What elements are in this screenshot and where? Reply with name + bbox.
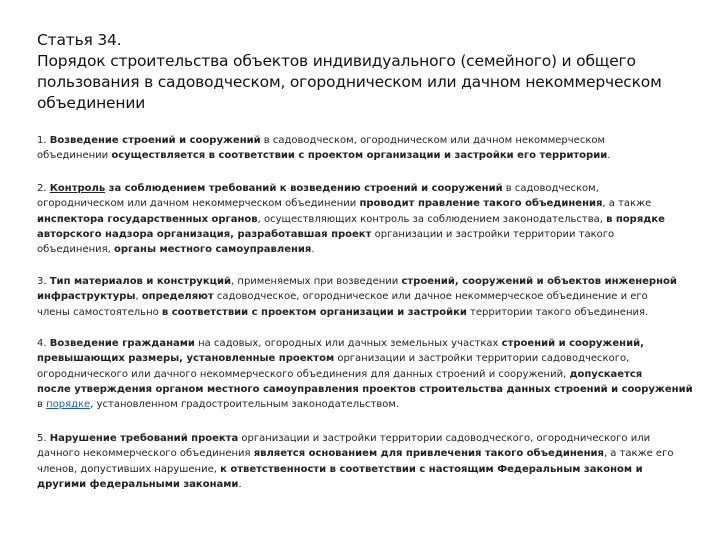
bold-run: инфраструктуры [37,291,136,303]
text-run: дачного некоммерческого объединения [37,448,254,460]
text-run: 2. [37,183,50,194]
text-run: организации и застройки территории садоводческого, огороднического или [238,433,651,444]
text-run: объединения, [37,244,115,256]
text-run: огороднического или дачного некоммерческого объединения для данных строений и сооружений, [37,368,570,380]
text-run: , [135,291,142,303]
text-run: объединении [37,150,112,162]
bold-run: Возведение гражданами [49,338,195,349]
paragraph-2 [37,181,693,257]
bold-run: строений, сооружений и объектов инженерной [401,276,677,287]
bold-run: органы местного самоуправления [114,244,312,256]
article-title-line-3: объединении [37,94,146,112]
paragraph-3 [37,274,693,320]
text-run: , а также [602,198,652,210]
text-run: огородническом или дачном некоммерческом объединении [37,198,360,210]
bold-run: другими федеральными законами [37,478,239,490]
article-heading [37,30,697,114]
text-run: членов, допустивших нарушение, [37,463,221,475]
text-run: территории такого объединения. [466,306,649,318]
article-number: Статья 34. [37,31,122,49]
text-run: . [238,478,242,490]
bold-run: проводит правление такого объединения [359,198,603,210]
bold-run: к ответственности в соответствии с настоящим Федеральным законом и [220,463,643,475]
text-run: . [311,244,315,256]
text-run: , применяемых при возведении [231,276,402,287]
text-run: . [607,150,611,162]
paragraph-5 [37,431,693,492]
text-run: в садоводческом, огородническом или дачном некоммерческом [260,135,606,146]
link-poryadok[interactable]: порядке [46,399,91,411]
text-run: , а также его [603,448,674,460]
bold-run: превышающих размеры, установленные проектом [37,353,335,365]
text-run: в [37,399,47,411]
bold-run: за соблюдением требований к возведению строений и сооружений [105,183,503,194]
text-run: члены самостоятельно [37,306,162,318]
text-run: , осуществляющих контроль за соблюдением законодательства, [257,213,607,225]
text-run: 5. [37,433,50,444]
bold-run: Тип материалов и конструкций [49,276,232,287]
text-run: садоводческое, огородническое или дачное некоммерческое объединение и его [213,291,648,303]
bold-run: Нарушение требований проекта [49,433,239,444]
bold-run: в порядке [606,213,665,225]
text-run: 1. [37,135,50,146]
text-run: , установленном градостроительным законодательством. [90,399,400,411]
text-run: на садовых, огородных или дачных земельных участках [194,338,502,349]
text-run: в садоводческом, [502,183,599,194]
bold-run: является основанием для привлечения такого объединения [253,448,604,460]
bold-underlined-run: Контроль [49,183,106,194]
text-run: 4. [37,338,50,349]
paragraph-4 [37,336,693,412]
bold-run: после утверждения органом местного самоуправления проектов строительства данных строений и сооружений [37,383,693,395]
text-run: 3. [37,276,50,287]
article-title-line-1: Порядок строительства объектов индивидуального (семейного) и общего [37,52,636,70]
text-run: организации и застройки территории такого [371,228,615,240]
bold-run: в соответствии с проектом организации и застройки [161,306,467,318]
bold-run: авторского надзора организация, разработавшая проект [37,228,372,240]
bold-run: осуществляется в соответствии с проектом организации и застройки его территории [111,150,608,162]
bold-run: инспектора государственных органов [37,213,258,225]
article-title-line-2: пользования в садоводческом, огородническом или дачном некоммерческом [37,73,662,91]
bold-run: допускается [569,368,643,380]
bold-run: определяют [141,291,214,303]
bold-run: строений и сооружений, [501,338,644,349]
bold-run: Возведение строений и сооружений [49,135,261,146]
text-run: организации и застройки территории садоводческого, [334,353,630,365]
paragraph-1 [37,133,693,164]
